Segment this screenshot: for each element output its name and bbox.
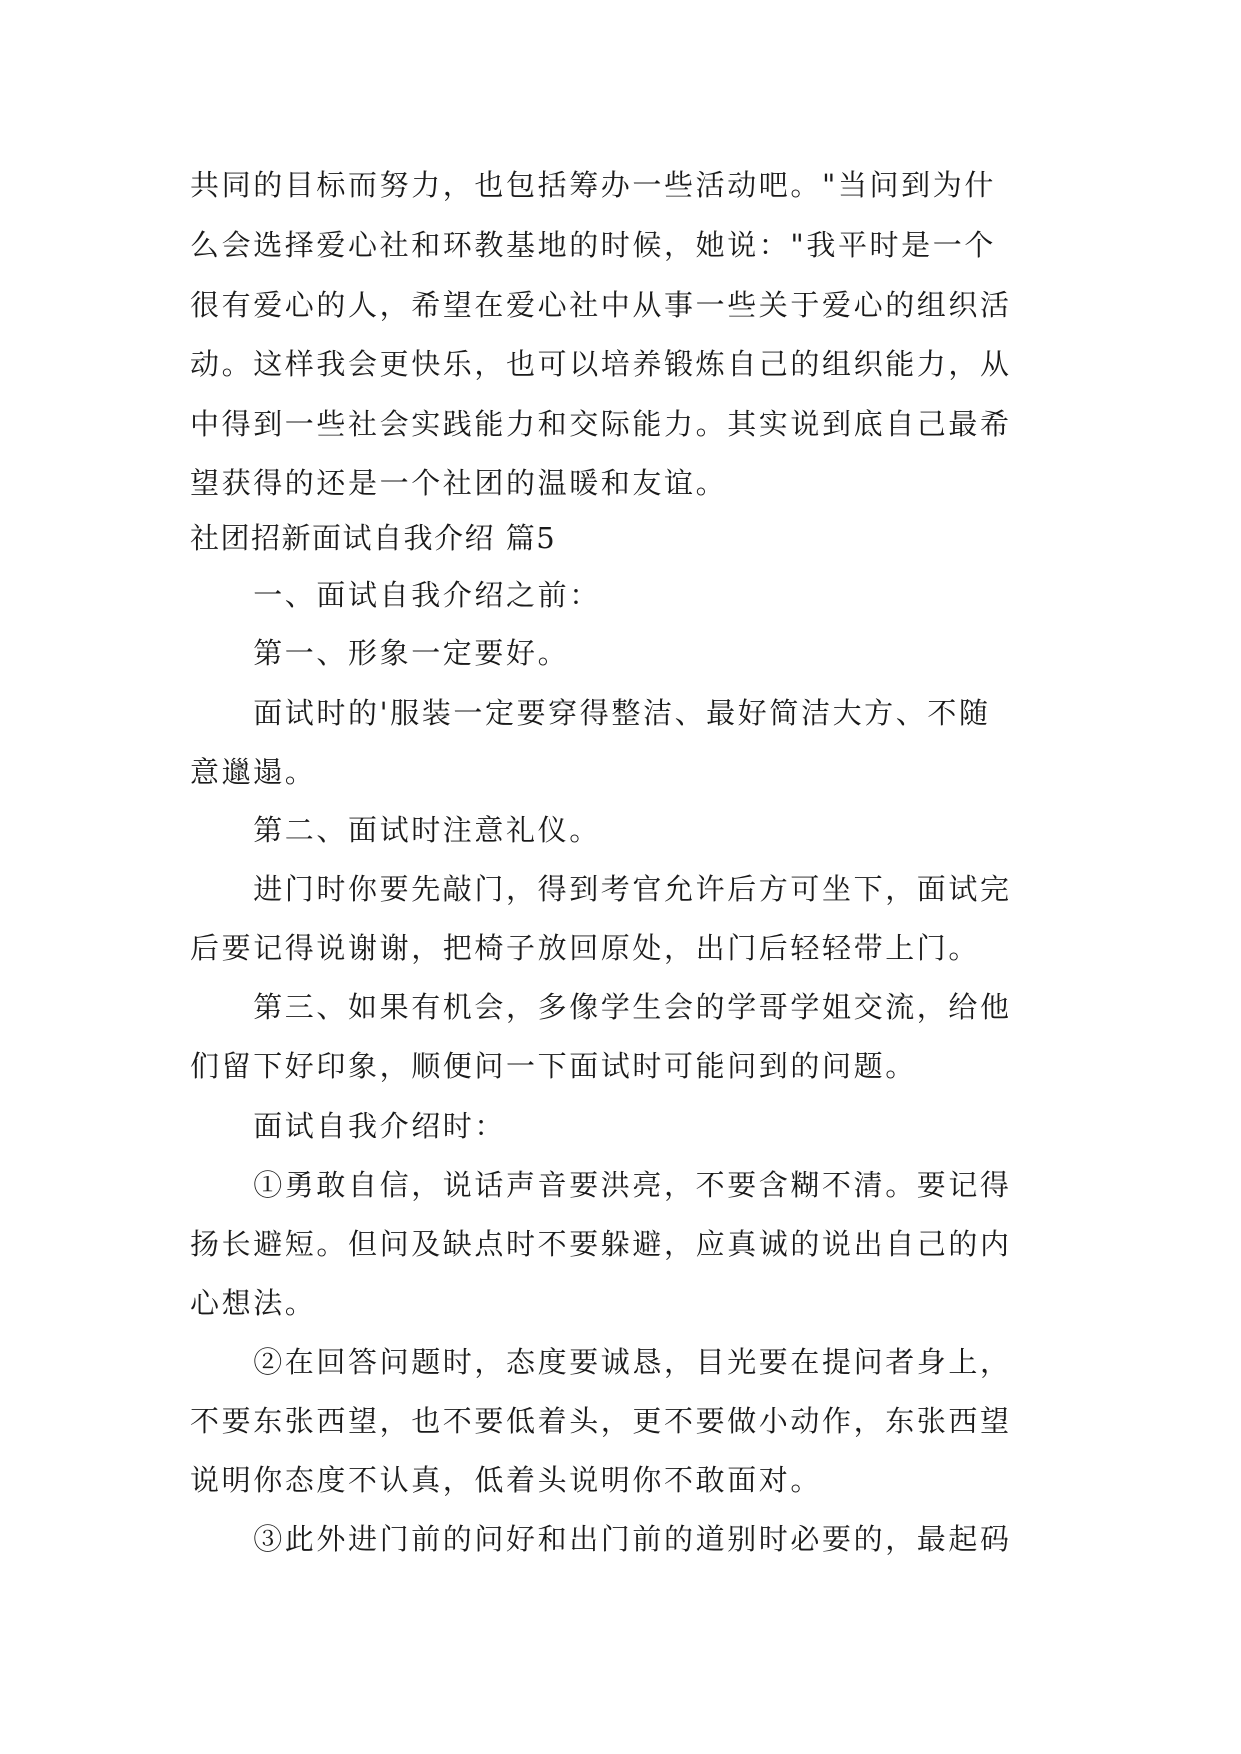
paragraph-line: 第三、如果有机会，多像学生会的学哥学姐交流，给他 bbox=[190, 990, 1012, 1024]
paragraph-line: 中得到一些社会实践能力和交际能力。其实说到底自己最希 bbox=[190, 407, 1012, 441]
section-heading: 社团招新面试自我介绍 篇5 bbox=[190, 521, 557, 555]
paragraph-line: 们留下好印象，顺便问一下面试时可能问到的问题。 bbox=[190, 1049, 917, 1083]
paragraph-line: 面试自我介绍时： bbox=[190, 1109, 507, 1143]
paragraph-line: 共同的目标而努力，也包括筹办一些活动吧。"当问到为什 bbox=[190, 168, 996, 202]
paragraph-line: 说明你态度不认真，低着头说明你不敢面对。 bbox=[190, 1463, 823, 1497]
paragraph-line: 不要东张西望，也不要低着头，更不要做小动作，东张西望 bbox=[190, 1404, 1012, 1438]
paragraph-line: 心想法。 bbox=[190, 1286, 317, 1320]
paragraph-line: 一、面试自我介绍之前： bbox=[190, 578, 601, 612]
paragraph-line: ③此外进门前的问好和出门前的道别时必要的，最起码 bbox=[190, 1522, 1012, 1556]
paragraph-line: 很有爱心的人，希望在爱心社中从事一些关于爱心的组织活 bbox=[190, 288, 1012, 322]
paragraph-line: 第二、面试时注意礼仪。 bbox=[190, 813, 601, 847]
paragraph-line: 扬长避短。但问及缺点时不要躲避，应真诚的说出自己的内 bbox=[190, 1227, 1012, 1261]
paragraph-line: 望获得的还是一个社团的温暖和友谊。 bbox=[190, 466, 728, 500]
paragraph-line: 意邋遢。 bbox=[190, 755, 317, 789]
paragraph-line: ②在回答问题时，态度要诚恳，目光要在提问者身上， bbox=[190, 1345, 1012, 1379]
paragraph-line: 后要记得说谢谢，把椅子放回原处，出门后轻轻带上门。 bbox=[190, 931, 981, 965]
paragraph-line: 面试时的'服装一定要穿得整洁、最好简洁大方、不随 bbox=[190, 696, 991, 730]
paragraph-line: 进门时你要先敲门，得到考官允许后方可坐下，面试完 bbox=[190, 872, 1012, 906]
paragraph-line: 么会选择爱心社和环教基地的时候，她说："我平时是一个 bbox=[190, 228, 996, 262]
paragraph-line: ①勇敢自信，说话声音要洪亮，不要含糊不清。要记得 bbox=[190, 1168, 1012, 1202]
paragraph-line: 动。这样我会更快乐，也可以培养锻炼自己的组织能力，从 bbox=[190, 347, 1012, 381]
paragraph-line: 第一、形象一定要好。 bbox=[190, 636, 570, 670]
